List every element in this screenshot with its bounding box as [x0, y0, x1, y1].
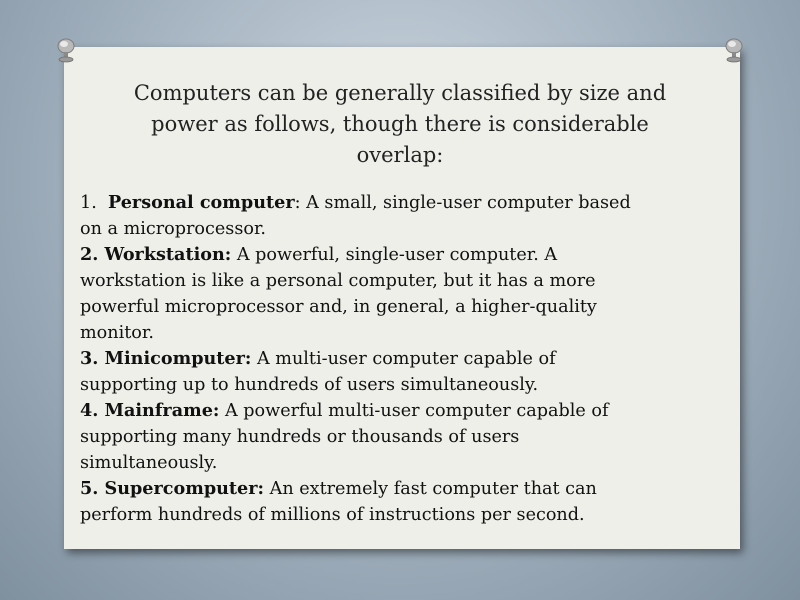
- item-description-line: supporting up to hundreds of users simultaneously.: [80, 375, 539, 395]
- list-item-first-line: [80, 242, 730, 268]
- item-number: 2.: [80, 244, 105, 265]
- item-term: Minicomputer:: [104, 348, 252, 369]
- computer-classification-list: [80, 190, 730, 528]
- item-description-line: simultaneously.: [80, 453, 218, 473]
- item-description: : A small, single-user computer based: [294, 193, 631, 213]
- item-description: A powerful multi-user computer capable of: [219, 401, 609, 421]
- item-term: Supercomputer:: [104, 478, 265, 499]
- item-number: 5.: [80, 478, 105, 499]
- list-item-minicomputer: [80, 346, 730, 398]
- item-description-line: supporting many hundreds or thousands of users: [80, 427, 520, 447]
- slide-title: [0, 78, 800, 171]
- slide-title-line: power as follows, though there is considerable: [151, 112, 649, 136]
- list-item-first-line: [80, 346, 730, 372]
- item-description: A powerful, single-user computer. A: [231, 245, 558, 265]
- item-number: 1.: [80, 193, 108, 213]
- list-item-workstation: [80, 242, 730, 346]
- item-description: A multi-user computer capable of: [251, 349, 556, 369]
- list-item-first-line: [80, 190, 730, 216]
- item-description-line: powerful microprocessor and, in general, a higher-quality: [80, 297, 597, 317]
- item-description-line: perform hundreds of millions of instructions per second.: [80, 505, 585, 525]
- slide-title-line: overlap:: [356, 143, 444, 167]
- pushpin-icon: [54, 37, 78, 63]
- slide-title-line: Computers can be generally classified by size and: [133, 81, 667, 105]
- item-term: Personal computer: [107, 192, 295, 213]
- list-item-first-line: [80, 398, 730, 424]
- item-description-line: on a microprocessor.: [80, 219, 267, 239]
- list-item-first-line: [80, 476, 730, 502]
- list-item-mainframe: [80, 398, 730, 476]
- item-description-line: monitor.: [80, 323, 154, 343]
- item-number: 4.: [80, 400, 105, 421]
- list-item-supercomputer: [80, 476, 730, 528]
- item-number: 3.: [80, 348, 105, 369]
- item-term: Workstation:: [104, 244, 232, 265]
- item-description-line: workstation is like a personal computer, but it has a more: [80, 271, 596, 291]
- pushpin-icon: [722, 37, 746, 63]
- list-item-personal-computer: [80, 190, 730, 242]
- item-description: An extremely fast computer that can: [264, 479, 597, 499]
- item-term: Mainframe:: [104, 400, 220, 421]
